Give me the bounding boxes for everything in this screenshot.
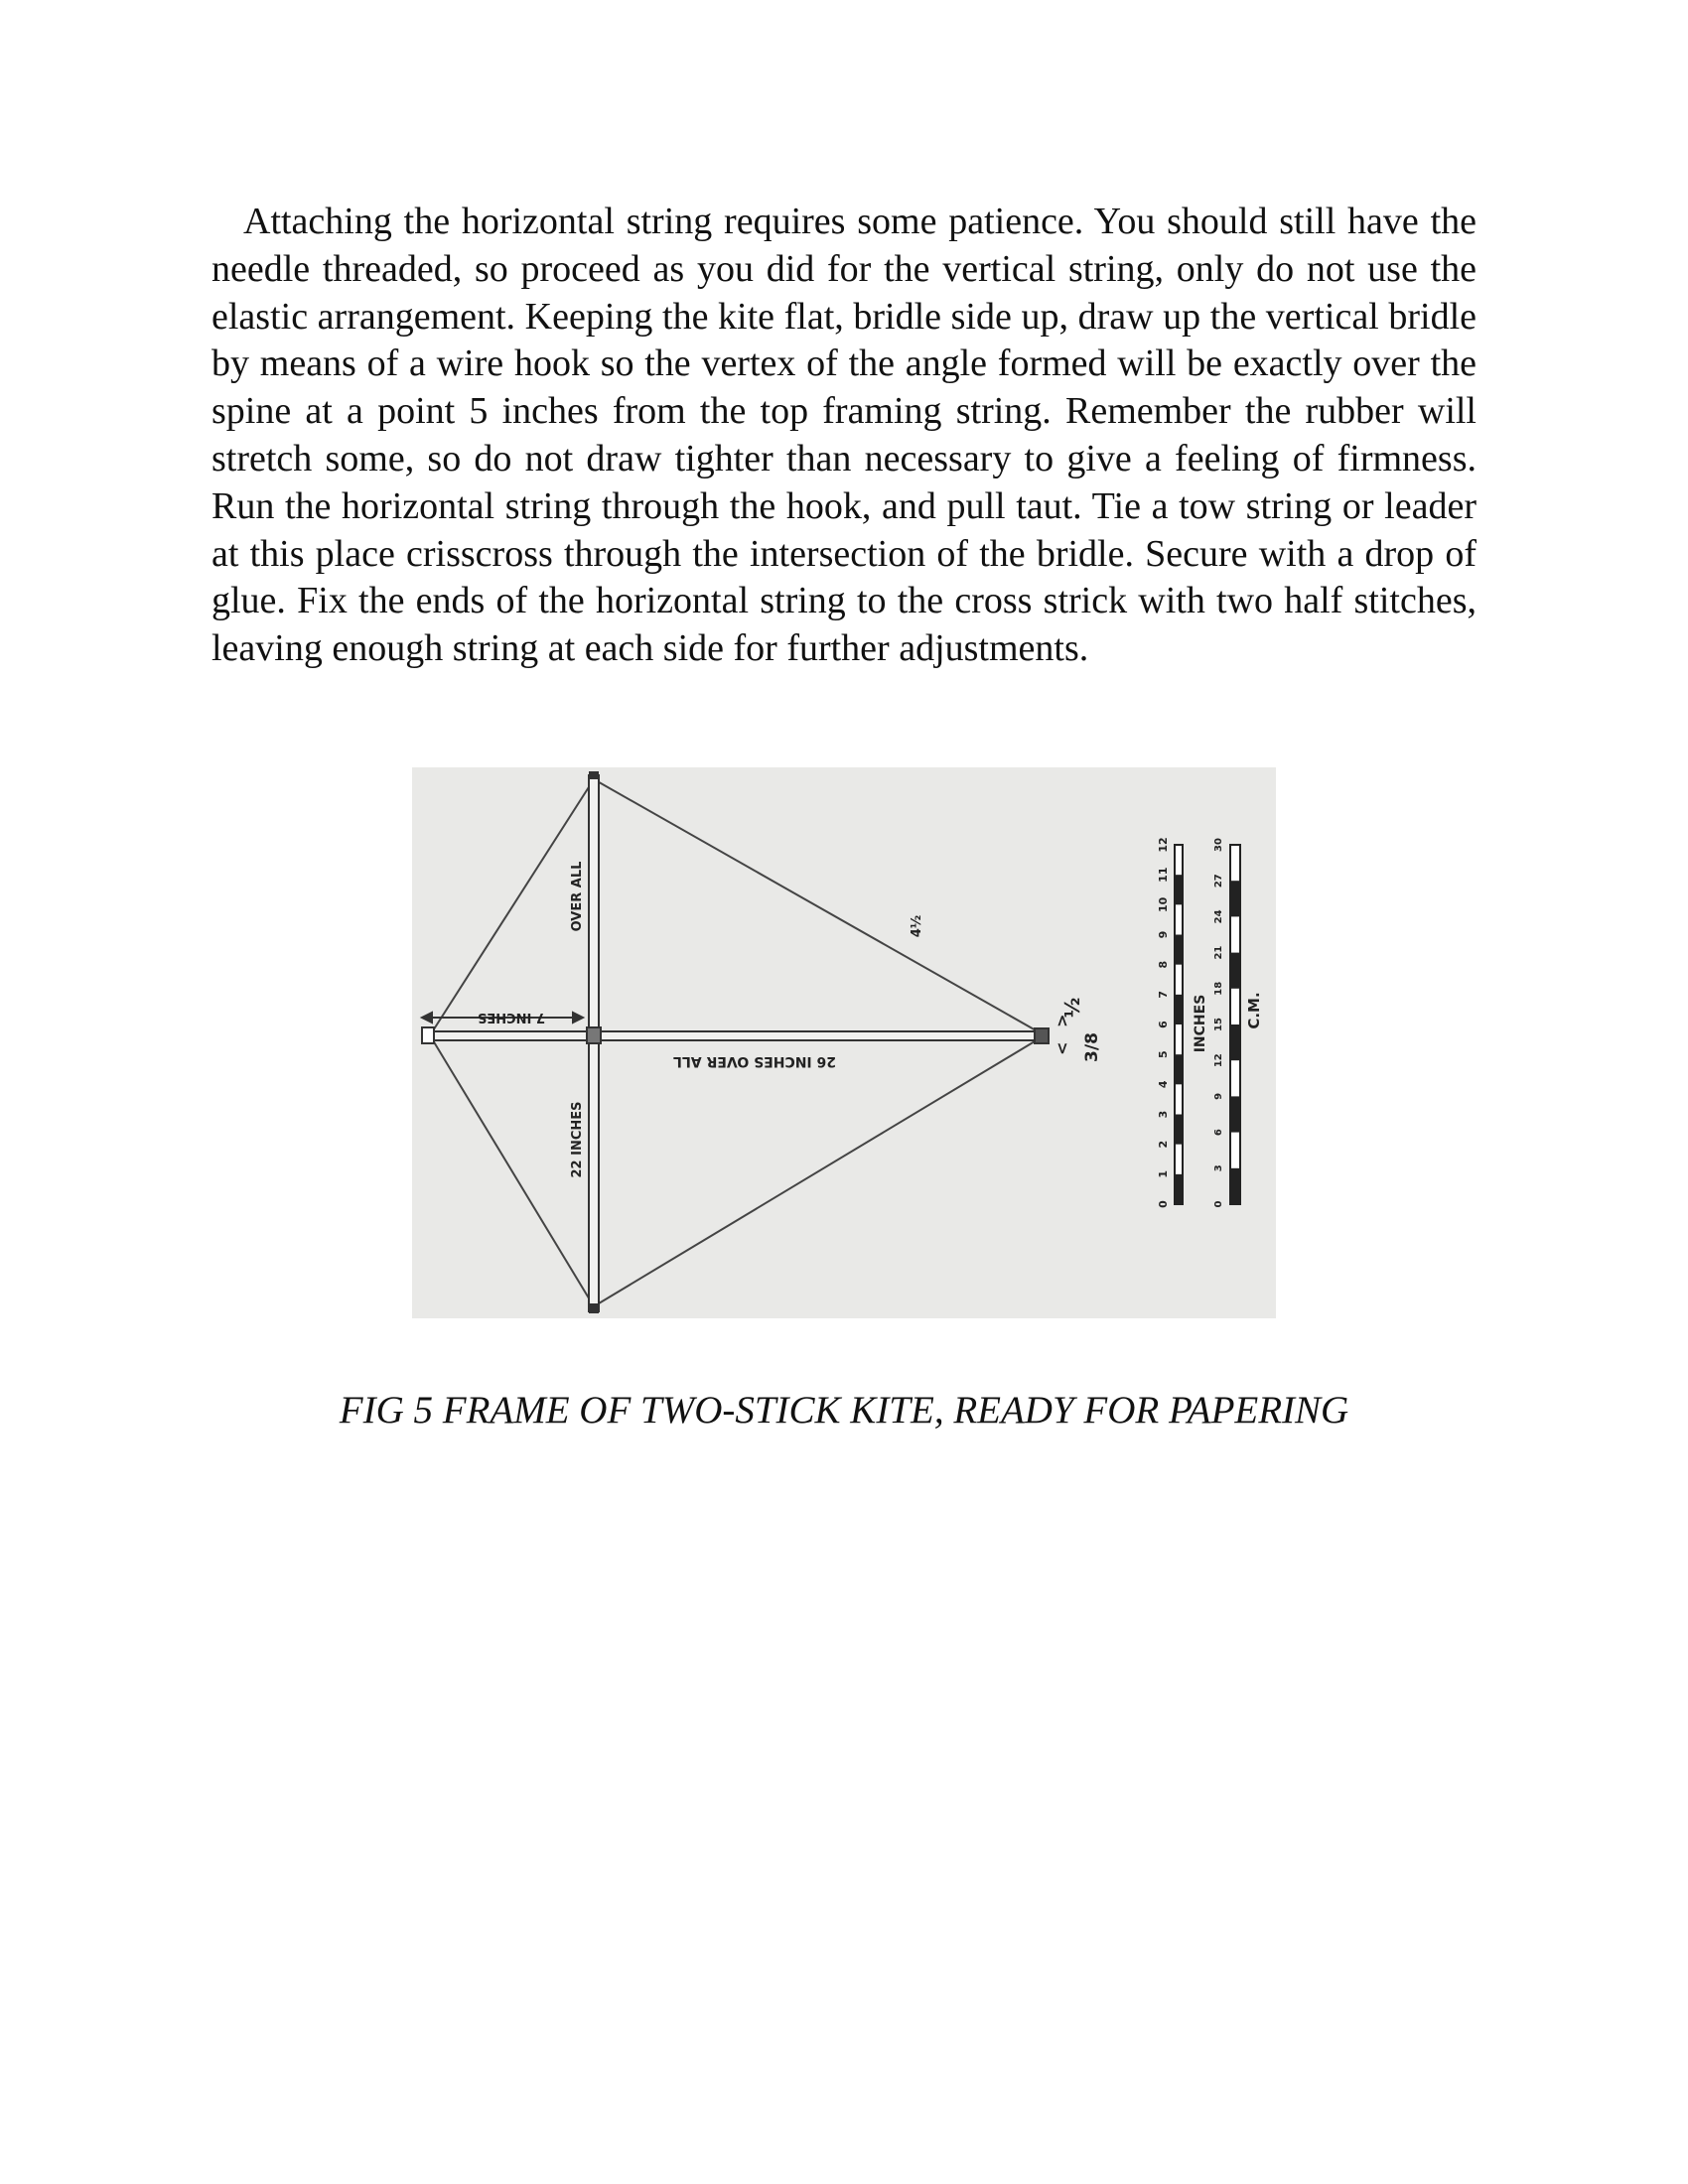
scale-cm-segment <box>1230 881 1240 916</box>
scale-inch-tick-label: 2 <box>1157 1140 1170 1149</box>
kite-frame-drawing <box>412 767 1276 1318</box>
scale-inch-tick-label: 9 <box>1157 930 1170 939</box>
framing-string <box>430 779 1045 1306</box>
scale-cm-tick-label: 0 <box>1213 1200 1224 1208</box>
spine-dimension-label: 26 INCHES OVER ALL <box>672 1053 837 1069</box>
scale-inch-segment <box>1175 1054 1183 1084</box>
scale-inch-tick-label: 10 <box>1157 896 1170 912</box>
scale-inch-tick-label: 4 <box>1157 1080 1170 1089</box>
scale-inches <box>1175 845 1208 1204</box>
arrow-glyph: > <box>1053 1014 1071 1027</box>
spine-stick <box>422 1027 1049 1043</box>
scale-inches-label: INCHES <box>1193 994 1208 1053</box>
scale-cm-segment <box>1230 1024 1240 1060</box>
scale-inch-tick-label: 12 <box>1157 837 1170 853</box>
scale-cm-tick-label: 18 <box>1213 981 1224 996</box>
scale-inch-segment <box>1175 995 1183 1024</box>
scale-inch-tick-label: 11 <box>1157 867 1170 883</box>
scale-inch-tick-label: 0 <box>1157 1200 1170 1208</box>
scale-centimeters <box>1230 845 1263 1204</box>
end-dimension-label: 7 INCHES <box>478 1010 545 1024</box>
scale-inch-tick-label: 7 <box>1157 991 1170 999</box>
scale-cm-tick-label: 21 <box>1213 945 1224 960</box>
scale-cm-tick-label: 27 <box>1213 874 1224 888</box>
cross-stick-label-bottom: 22 INCHES <box>570 1101 585 1178</box>
body-paragraph: Attaching the horizontal string requires some patience. You should still have the needle threaded, so proceed as you did for the vertical string, only do not use the elastic arrangement. Keeping the kite flat, bridle side up, draw up the vertical bridle by means of a wire hook so the vertex of the angle formed will be exactly over the spine at a point 5 inches from the top framing string. Remember the rubber will stretch some, so do not draw tighter than necessary to give a feeling of firmness. Run the horizontal string through the hook, and pull taut. Tie a tow string or leader at this place crisscross through the intersection of the bridle. Secure with a drop of glue. Fix the ends of the horizontal string to the cross strick with two half stitches, leaving enough string at each side for further adjustments. <box>211 201 1477 670</box>
scale-cm-segment <box>1230 1168 1240 1204</box>
scale-inch-segment <box>1175 1115 1183 1145</box>
scale-cm-tick-label: 24 <box>1213 909 1224 924</box>
bow-label: 4½ <box>910 914 924 938</box>
stick-size-notes <box>1053 998 1102 1062</box>
scale-inch-tick-label: 5 <box>1157 1050 1170 1058</box>
cross-stick-label-top: OVER ALL <box>570 861 585 932</box>
scale-cm-segment <box>1230 953 1240 989</box>
scale-inch-tick-label: 3 <box>1157 1110 1170 1119</box>
size-half-label: ½ <box>1060 997 1084 1019</box>
figure-caption: FIG 5 FRAME OF TWO-STICK KITE, READY FOR PAPERING <box>339 1389 1349 1432</box>
scale-cm-tick-label: 9 <box>1213 1092 1224 1100</box>
scale-inch-segment <box>1175 875 1183 904</box>
scale-inch-tick-label: 6 <box>1157 1021 1170 1028</box>
scale-inch-tick-label: 1 <box>1157 1170 1170 1178</box>
scale-cm-tick-label: 15 <box>1213 1018 1224 1031</box>
scale-cm-tick-label: 12 <box>1213 1053 1224 1068</box>
scale-cm-tick-label: 3 <box>1213 1164 1224 1172</box>
scale-inch-segment <box>1175 935 1183 965</box>
scale-inch-tick-label: 8 <box>1157 960 1170 969</box>
scale-cm-segment <box>1230 1096 1240 1132</box>
arrow-glyph: < <box>1053 1041 1071 1055</box>
size-three-eighths-label: 3/8 <box>1082 1032 1102 1062</box>
kite-frame-figure <box>412 767 1276 1318</box>
scale-cm-tick-label: 6 <box>1213 1129 1224 1137</box>
scale-cm-label: C.M. <box>1245 992 1263 1029</box>
scale-inch-segment <box>1175 1174 1183 1204</box>
scale-cm-tick-label: 30 <box>1213 838 1224 852</box>
